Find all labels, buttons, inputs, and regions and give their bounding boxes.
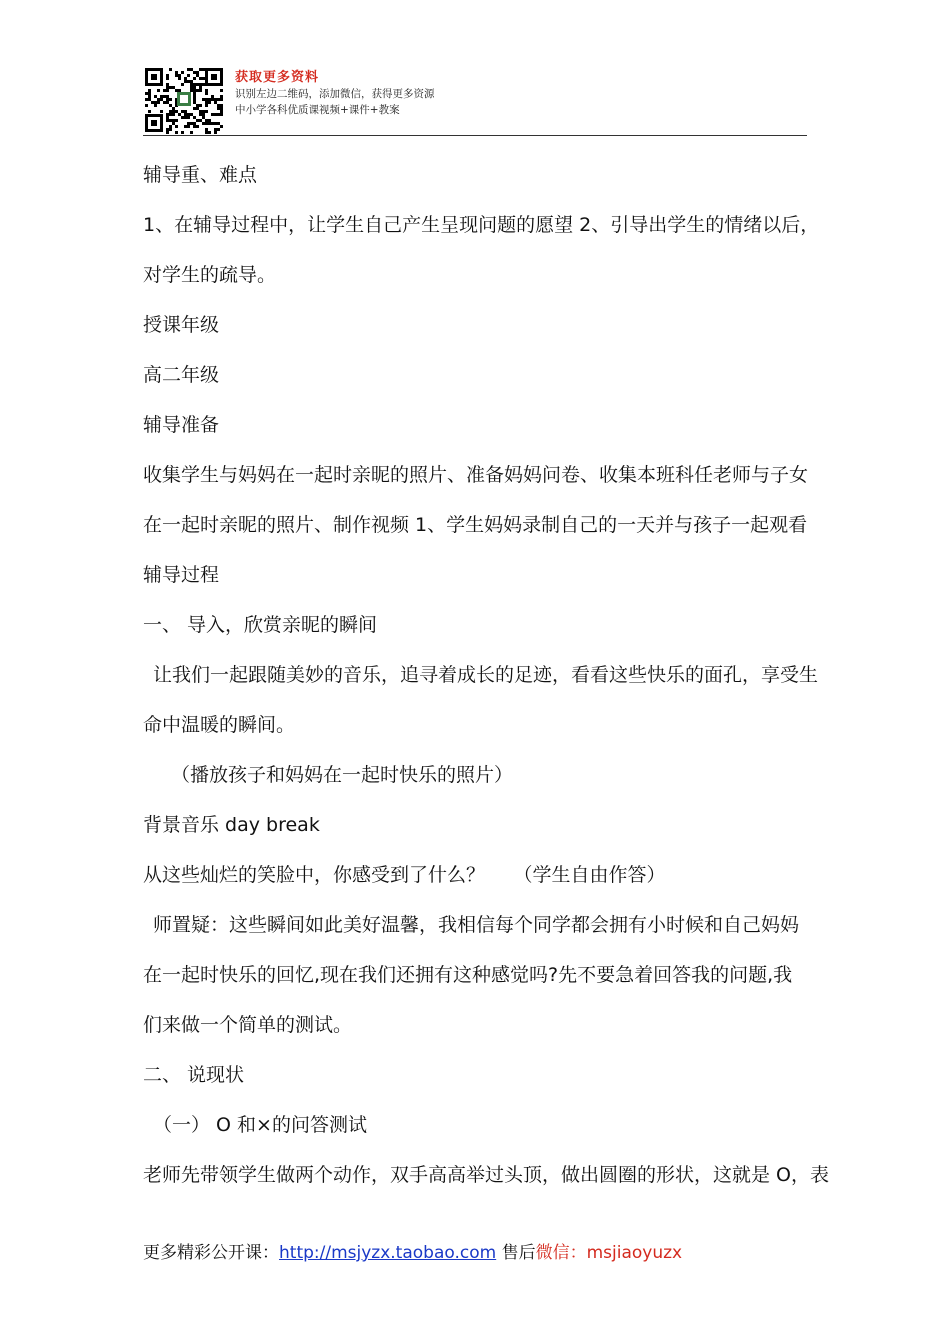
paragraph: （播放孩子和妈妈在一起时快乐的照片） — [171, 764, 514, 786]
paragraph: 二、 说现状 — [143, 1064, 245, 1086]
paragraph: 在一起时快乐的回忆,现在我们还拥有这种感觉吗?先不要急着回答我的问题,我 — [143, 964, 793, 986]
footer-wechat-label: 微信： — [535, 1243, 587, 1263]
paragraph: 授课年级 — [143, 314, 220, 336]
paragraph: 辅导重、难点 — [143, 164, 258, 186]
paragraph: 师置疑：这些瞬间如此美好温馨，我相信每个同学都会拥有小时候和自己妈妈 — [153, 914, 800, 936]
paragraph: 命中温暖的瞬间。 — [143, 714, 296, 736]
paragraph: （一） O 和×的问答测试 — [153, 1114, 367, 1136]
footer-prefix: 更多精彩公开课： — [143, 1243, 279, 1263]
header-line-2: 中小学各科优质课视频+课件+教案 — [235, 104, 400, 116]
paragraph: 高二年级 — [143, 364, 220, 386]
paragraph: 一、 导入，欣赏亲昵的瞬间 — [143, 614, 378, 636]
header-line-1: 识别左边二维码，添加微信，获得更多资源 — [235, 88, 435, 100]
paragraph: 让我们一起跟随美妙的音乐，追寻着成长的足迹，看看这些快乐的面孔，享受生 — [153, 664, 819, 686]
paragraph: 们来做一个简单的测试。 — [143, 1014, 353, 1036]
header-text-block — [235, 70, 435, 118]
qr-code-icon[interactable] — [143, 66, 225, 134]
header-divider — [143, 135, 807, 136]
paragraph: 辅导过程 — [143, 564, 220, 586]
paragraph: 老师先带领学生做两个动作，双手高高举过头顶，做出圆圈的形状，这就是 O，表 — [143, 1164, 829, 1186]
paragraph: 收集学生与妈妈在一起时亲昵的照片、准备妈妈问卷、收集本班科任老师与子女 — [143, 464, 809, 486]
paragraph: 1、在辅导过程中，让学生自己产生呈现问题的愿望 2、引导出学生的情绪以后， — [143, 214, 820, 236]
footer-after-sales: 售后 — [496, 1243, 536, 1263]
footer — [143, 1238, 682, 1263]
header-banner — [143, 66, 807, 136]
document-body — [143, 150, 829, 1200]
header-title: 获取更多资料 — [235, 70, 320, 85]
taobao-link[interactable]: http://msjyzx.taobao.com — [279, 1243, 497, 1263]
paragraph: 从这些灿烂的笑脸中，你感受到了什么？ （学生自由作答） — [143, 864, 666, 886]
paragraph: 背景音乐 day break — [143, 814, 320, 836]
paragraph: 对学生的疏导。 — [143, 264, 277, 286]
footer-wechat-id: msjiaoyuzx — [586, 1243, 683, 1263]
paragraph: 辅导准备 — [143, 414, 220, 436]
paragraph: 在一起时亲昵的照片、制作视频 1、学生妈妈录制自己的一天并与孩子一起观看 — [143, 514, 808, 536]
